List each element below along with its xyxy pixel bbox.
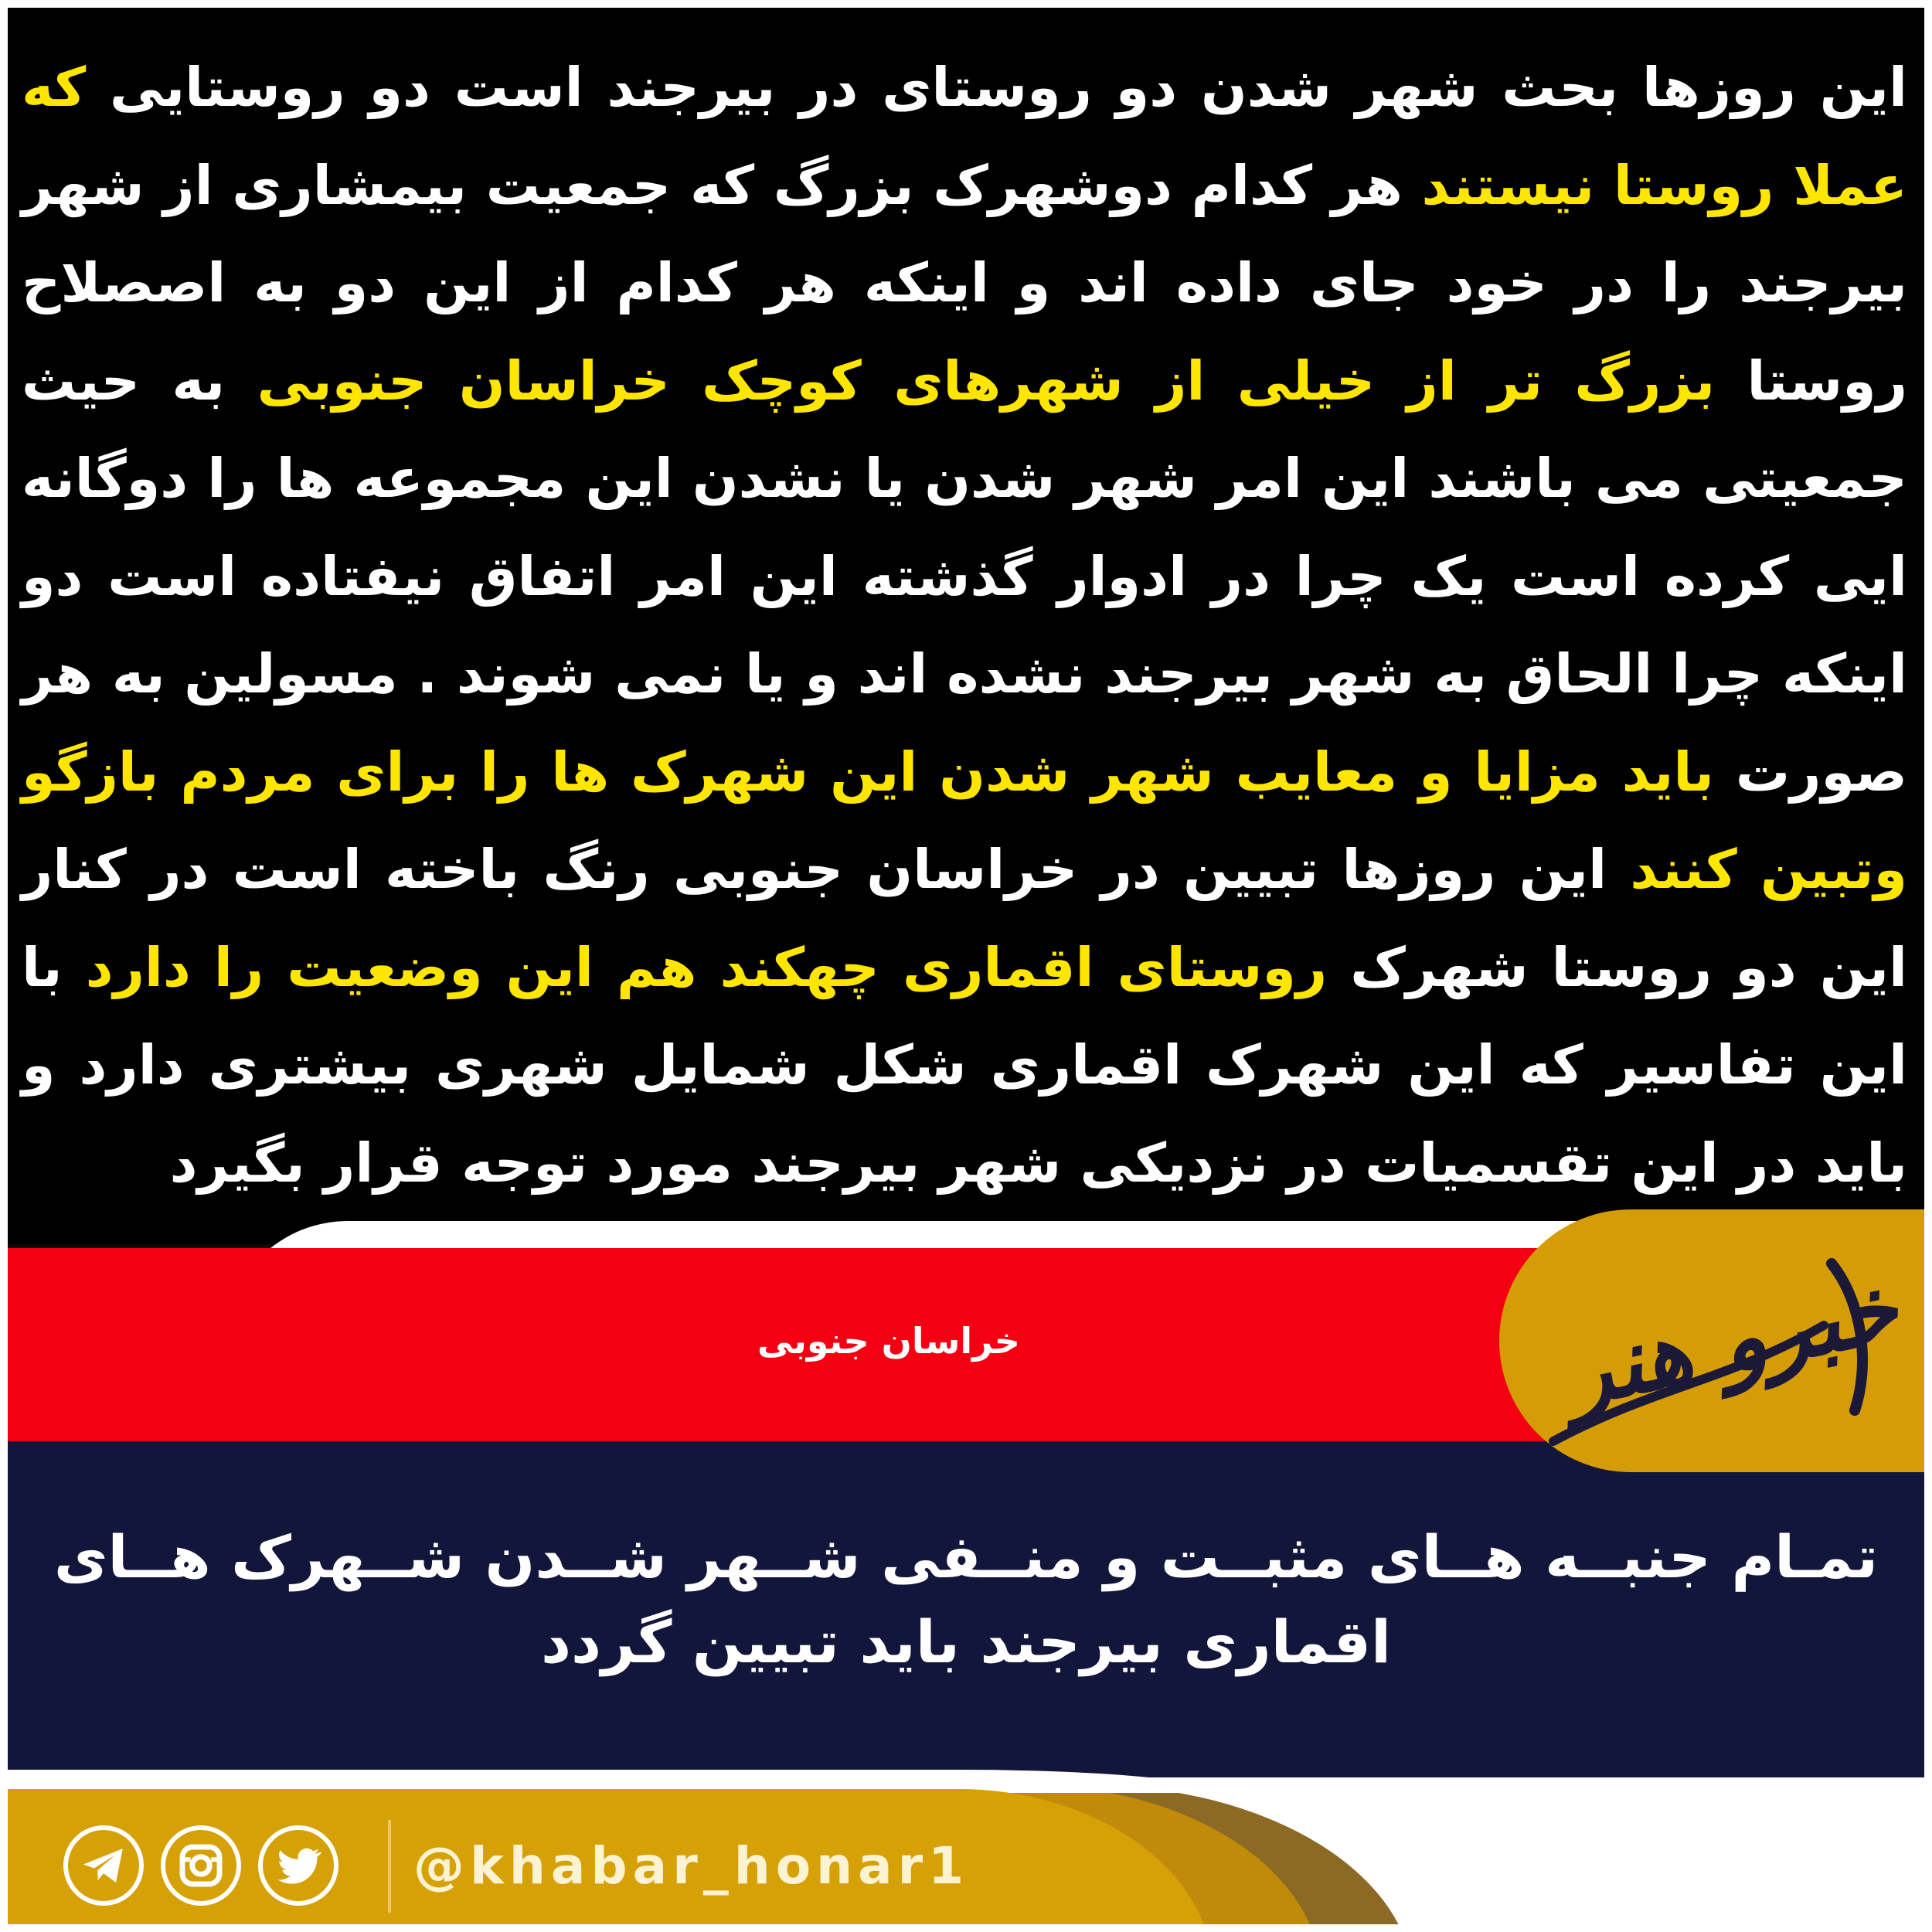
- twitter-icon[interactable]: [258, 1825, 338, 1906]
- province-label: خراسان جنوبی: [757, 1320, 1020, 1362]
- highlighted-text: باید مزایا و معایب شهر شدن این شهرک ها را برای مردم بازگو وتبین کنند: [22, 740, 1907, 901]
- post-frame: [8, 8, 1924, 1924]
- article-segment: این روزها بحث شهر شدن دو روستای در بیرجند است دو روستایی: [86, 56, 1907, 119]
- article-segment: با این تفاسیر که این شهرک اقماری شکل شمایل شهری بیشتری دارد و باید در این تقسمیات در نزدیکی شهر بیرجند مورد توجه قرار بگیرد: [22, 935, 1907, 1195]
- social-handle[interactable]: @khabar_honar1: [413, 1836, 970, 1896]
- instagram-glyph: [176, 1841, 226, 1890]
- telegram-glyph: [77, 1838, 131, 1893]
- article-panel: [8, 8, 1924, 1244]
- twitter-glyph: [273, 1840, 324, 1891]
- article-segment: به حیث جمعیتی می باشند این امر شهر شدن یا نشدن این مجموعه ها را دوگانه ایی کرده است یک چرا در ادوار گذشته این امر اتفاق نیفتاده است دو اینکه چرا الحاق به شهر بیرجند نشده اند و یا نمی شوند . مسولین به هر صورت: [22, 349, 1907, 804]
- article-segment: هر کدام دوشهرک بزرگ که جمعیت بیمشاری از شهر بیرجند را در خود جای داده اند و اینکه هر کدام از این دو به اصصلاح روستا: [22, 153, 1907, 413]
- logo-text: خبرو هنر: [1555, 1253, 1906, 1428]
- article-segment: این روزها تبیین در خراسان جنوبی رنگ باخته است در کنار این دو روستا شهرک: [22, 838, 1907, 999]
- headline-line-2: اقماری بیرجند باید تبیین گردد: [540, 1607, 1392, 1676]
- article-text: [22, 39, 1907, 1212]
- highlighted-text: بزرگ تر از خیلی از شهرهای کوچک خراسان جنوبی: [257, 349, 1716, 413]
- instagram-icon[interactable]: [161, 1825, 241, 1906]
- headline-line-1: تمـام جنبــه هــای مثبــت و منــفی شــهر شــدن شــهرک هــای: [53, 1522, 1879, 1591]
- headline: [39, 1515, 1893, 1685]
- brand-logo: [1499, 1209, 1924, 1472]
- highlighted-text: که عملا روستا نیستند: [22, 56, 1907, 217]
- telegram-icon[interactable]: [63, 1825, 144, 1906]
- highlighted-text: روستای اقماری چهکند هم این وضعیت را دارد: [85, 935, 1328, 999]
- footer-divider: [388, 1820, 391, 1913]
